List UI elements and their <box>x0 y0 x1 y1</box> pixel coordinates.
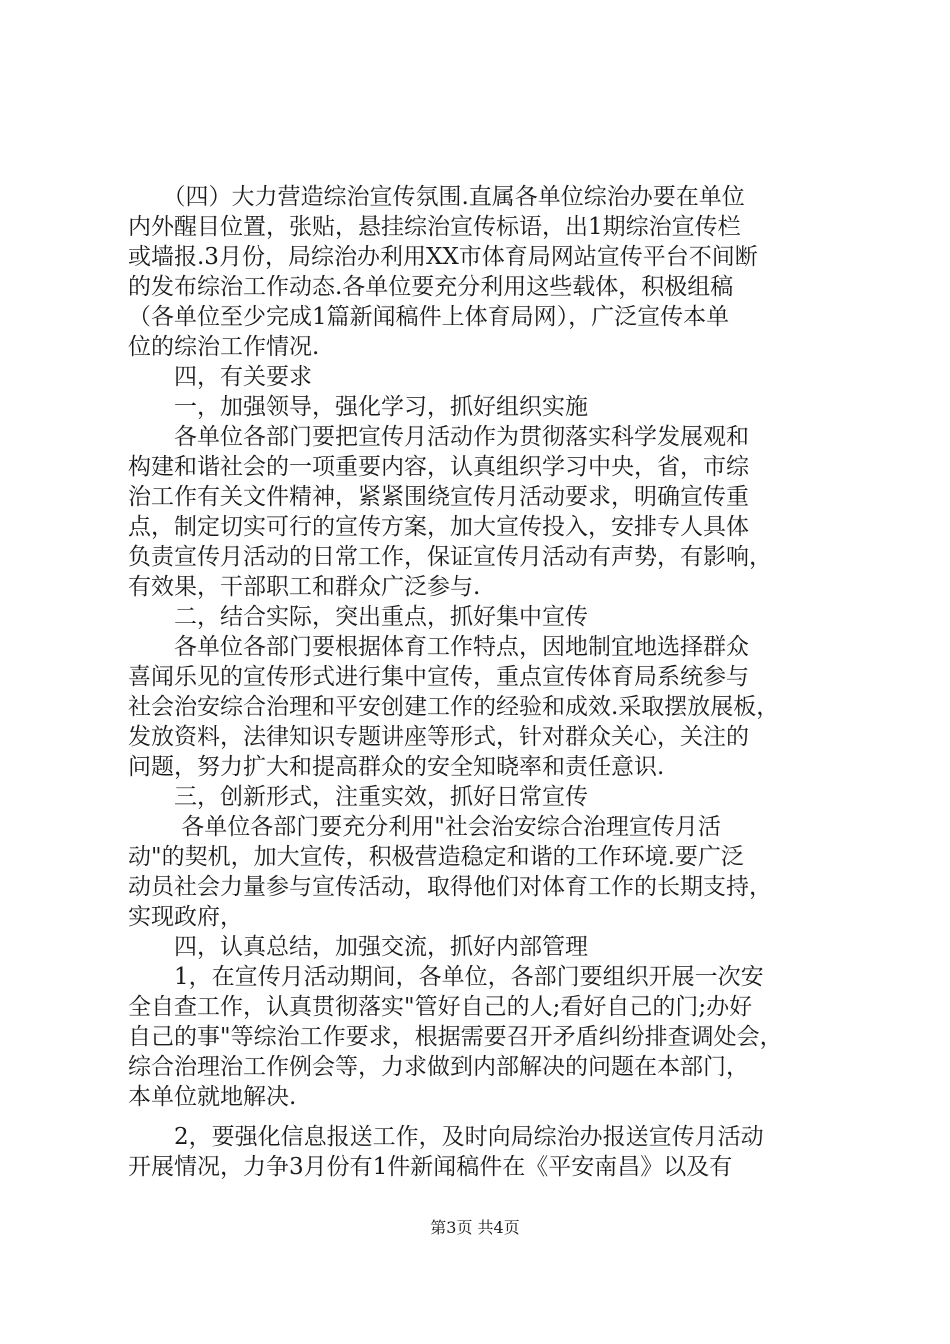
text-line: 1，在宣传月活动期间，各单位，各部门要组织开展一次安 <box>128 964 764 990</box>
text-line: （四）大力营造综治宣传氛围.直属各单位综治办要在单位 <box>128 184 745 210</box>
text-line: 负责宣传月活动的日常工作，保证宣传月活动有声势，有影响， <box>128 544 772 570</box>
text-line: 社会治安综合治理和平安创建工作的经验和成效.采取摆放展板， <box>128 694 780 720</box>
text-line: 有效果，干部职工和群众广泛参与. <box>128 574 481 600</box>
text-line: 各单位各部门要充分利用"社会治安综合治理宣传月活 <box>128 814 721 840</box>
text-line: 喜闻乐见的宣传形式进行集中宣传，重点宣传体育局系统参与 <box>128 664 749 690</box>
text-line: 位的综治工作情况. <box>128 334 320 360</box>
text-line: 各单位各部门要根据体育工作特点，因地制宜地选择群众 <box>128 634 749 660</box>
text-line: 自己的事"等综治工作要求，根据需要召开矛盾纠纷排查调处会， <box>128 1024 783 1050</box>
text-line: 综合治理治工作例会等，力求做到内部解决的问题在本部门， <box>128 1054 749 1080</box>
sub-heading: 一，加强领导，强化学习，抓好组织实施 <box>128 394 588 420</box>
text-line: 本单位就地解决. <box>128 1084 297 1110</box>
sub-heading: 四，认真总结，加强交流，抓好内部管理 <box>128 934 588 960</box>
text-line: 点，制定切实可行的宣传方案，加大宣传投入，安排专人具体 <box>128 514 749 540</box>
text-line: 构建和谐社会的一项重要内容，认真组织学习中央，省，市综 <box>128 454 749 480</box>
text-line: 或墙报.3月份，局综治办利用XX市体育局网站宣传平台不间断 <box>128 244 758 270</box>
text-line: 问题，努力扩大和提高群众的安全知晓率和责任意识. <box>128 754 665 780</box>
text-line: 治工作有关文件精神，紧紧围绕宣传月活动要求，明确宣传重 <box>128 484 749 510</box>
text-line: 的发布综治工作动态.各单位要充分利用这些载体，积极组稿 <box>128 274 734 300</box>
text-line: 动员社会力量参与宣传活动，取得他们对体育工作的长期支持， <box>128 874 772 900</box>
text-line: 全自查工作，认真贯彻落实"管好自己的人;看好自己的门;办好 <box>128 994 753 1020</box>
page-footer: 第3页 共4页 <box>430 1218 520 1237</box>
sub-heading: 三，创新形式，注重实效，抓好日常宣传 <box>128 784 588 810</box>
text-line: 动"的契机，加大宣传，积极营造稳定和谐的工作环境.要广泛 <box>128 844 744 870</box>
text-line: 2，要强化信息报送工作，及时向局综治办报送宣传月活动 <box>128 1124 764 1150</box>
text-line: 内外醒目位置，张贴，悬挂综治宣传标语，出1期综治宣传栏 <box>128 214 741 240</box>
section-heading: 四，有关要求 <box>128 364 312 390</box>
text-line: 开展情况，力争3月份有1件新闻稿件在《平安南昌》以及有 <box>128 1154 733 1180</box>
text-line: 各单位各部门要把宣传月活动作为贯彻落实科学发展观和 <box>128 424 749 450</box>
text-line: 发放资料，法律知识专题讲座等形式，针对群众关心，关注的 <box>128 724 749 750</box>
text-line: 实现政府， <box>128 904 243 930</box>
sub-heading: 二，结合实际，突出重点，抓好集中宣传 <box>128 604 588 630</box>
text-line: （各单位至少完成1篇新闻稿件上体育局网），广泛宣传本单 <box>128 304 730 330</box>
